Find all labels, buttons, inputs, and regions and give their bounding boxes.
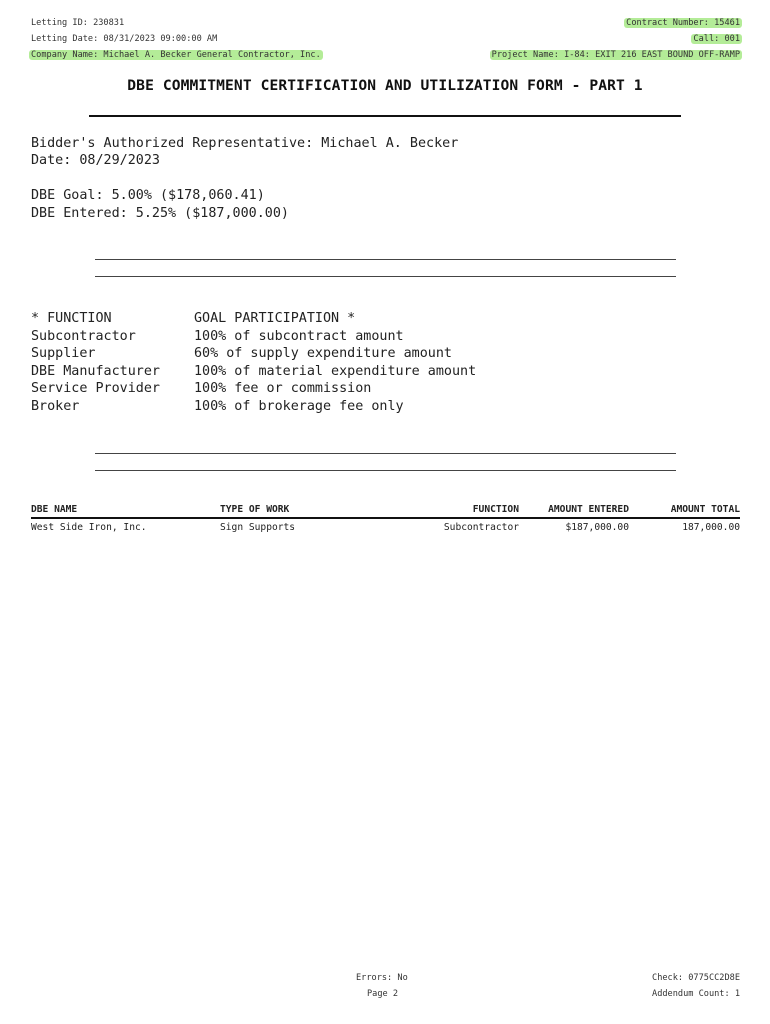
function-header: FUNCTION xyxy=(472,504,519,515)
call-number: Call: 001 xyxy=(693,34,740,44)
dbe-function: Subcontractor xyxy=(443,522,519,533)
errors-status: Errors: No xyxy=(356,973,408,983)
representative-date: Date: 08/29/2023 xyxy=(31,153,160,168)
amount-total: 187,000.00 xyxy=(682,522,740,533)
title-underline xyxy=(89,115,681,117)
goal-participation: 60% of supply expenditure amount xyxy=(194,346,452,361)
project-name-wrap xyxy=(490,49,742,61)
amount-entered-header: AMOUNT ENTERED xyxy=(548,504,629,515)
function-name: Subcontractor xyxy=(31,328,136,344)
blank-line xyxy=(95,276,676,277)
amount-total-header: AMOUNT TOTAL xyxy=(670,504,740,515)
function-name: Service Provider xyxy=(31,381,160,396)
function-table-header xyxy=(31,310,476,328)
function-column-header: * FUNCTION xyxy=(31,311,112,326)
dbe-table-header xyxy=(31,503,740,519)
goal-participation: 100% fee or commission xyxy=(194,381,372,396)
function-row xyxy=(31,398,476,416)
goal-participation-column-header: GOAL PARTICIPATION * xyxy=(194,311,356,326)
authorized-representative: Bidder's Authorized Representative: Michael A. Becker xyxy=(31,136,459,151)
dbe-entered: DBE Entered: 5.25% ($187,000.00) xyxy=(31,206,289,221)
function-name: DBE Manufacturer xyxy=(31,363,160,379)
function-row xyxy=(31,345,476,363)
goal-participation: 100% of brokerage fee only xyxy=(194,398,404,414)
page-number: Page 2 xyxy=(367,989,399,999)
blank-line xyxy=(95,259,676,260)
function-name: Supplier xyxy=(31,346,96,361)
function-row xyxy=(31,363,476,381)
contract-number: Contract Number: 15461 xyxy=(626,18,740,28)
dbe-goal: DBE Goal: 5.00% ($178,060.41) xyxy=(31,188,265,203)
addendum-count: Addendum Count: 1 xyxy=(652,989,740,999)
dbe-name: West Side Iron, Inc. xyxy=(31,522,147,533)
dbe-name-header: DBE NAME xyxy=(31,504,78,515)
blank-line xyxy=(95,453,676,454)
function-row xyxy=(31,328,476,346)
contract-number-wrap xyxy=(624,17,742,29)
letting-id: Letting ID: 230831 xyxy=(31,18,125,28)
goal-participation: 100% of subcontract amount xyxy=(194,328,404,344)
dbe-utilization-table xyxy=(31,503,740,536)
letting-date: Letting Date: 08/31/2023 09:00:00 AM xyxy=(31,34,218,44)
form-title: DBE COMMITMENT CERTIFICATION AND UTILIZATION FORM - PART 1 xyxy=(127,77,643,94)
project-name: Project Name: I-84: EXIT 216 EAST BOUND OFF-RAMP xyxy=(491,50,740,60)
blank-line xyxy=(95,470,676,471)
type-of-work-header: TYPE OF WORK xyxy=(220,504,290,515)
check-code: Check: 0775CC2D8E xyxy=(652,973,740,983)
function-participation-table xyxy=(31,310,476,415)
type-of-work: Sign Supports xyxy=(220,522,296,533)
function-row xyxy=(31,380,476,398)
company-name: Company Name: Michael A. Becker General Contractor, Inc. xyxy=(31,50,321,60)
function-name: Broker xyxy=(31,398,80,414)
company-name-wrap xyxy=(29,49,323,61)
amount-entered: $187,000.00 xyxy=(565,522,629,533)
table-row xyxy=(31,521,740,536)
goal-participation: 100% of material expenditure amount xyxy=(194,363,477,379)
call-wrap xyxy=(691,33,742,45)
